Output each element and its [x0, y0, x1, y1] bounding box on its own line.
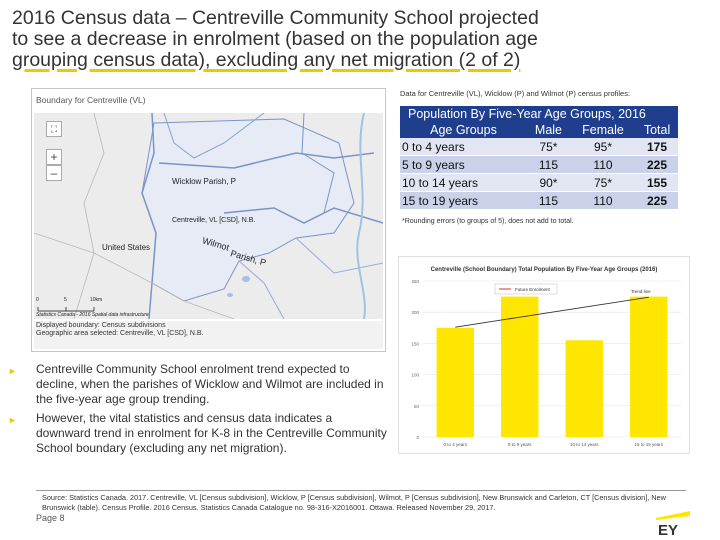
table-row: [400, 138, 678, 156]
scale-label-5: 5: [64, 297, 67, 303]
bar: [566, 340, 603, 437]
chart-title: Centreville (School Boundary) Total Population By Five-Year Age Groups (2016): [430, 267, 658, 273]
x-tick-label: 10 to 14 years: [569, 442, 599, 447]
page-number: Page 8: [36, 513, 65, 523]
map-footer-line-2: Geographic area selected: Centreville, VL [CSD], N.B.: [36, 330, 204, 337]
table-row: [400, 174, 678, 192]
map-header: Boundary for Centreville (VL): [32, 89, 385, 111]
x-tick-label: 0 to 4 years: [443, 442, 468, 447]
ey-logo: [652, 510, 692, 536]
bullet-text: Centreville Community School enrolment trend expected to decline, when the parishes of Wicklow and Wilmot are included in the five-year age group trending.: [36, 362, 384, 406]
map-label-united-states: United States: [102, 243, 151, 252]
bullet-arrow-icon: ►: [8, 415, 17, 425]
bullet-arrow-icon: ►: [8, 366, 17, 376]
title-line-1: 2016 Census data – Centreville Community School projected: [12, 7, 539, 29]
cell-age: 5 to 9 years: [400, 156, 527, 174]
trend-line-label: Trend line: [630, 289, 651, 295]
bullet-text: However, the vital statistics and census data indicates a downward trend in enrolment for K-8 in the Centreville Community School boundary (excluding any net migration).: [36, 411, 387, 455]
full-extent-button[interactable]: ⛶: [46, 121, 62, 137]
source-citation: Source: Statistics Canada. 2017. Centreville, VL [Census subdivision], Wicklow, P [Census subdivision], Wilmot, P [Census subdivision], New Brunswick and Carleton, CT [Census division], New Brunswick (table). Census Profile. 2016 Census. Statistics Canada Catalogue no. 98-316-X2016001. Ottawa. Released November 29, 2017.: [42, 493, 666, 512]
map-label-wicklow: Wicklow Parish, P: [172, 177, 237, 186]
title-line-2: to see a decrease in enrolment (based on the population age: [12, 28, 538, 50]
cell-total: 225: [636, 192, 678, 210]
population-chart: [398, 256, 690, 454]
col-header-age-groups: Age Groups: [400, 122, 527, 138]
cell-female: 110: [570, 192, 636, 210]
boundary-map[interactable]: [34, 113, 383, 319]
cell-total: 155: [636, 174, 678, 192]
map-footer-line-1: Displayed boundary: Census subdivisions: [36, 322, 166, 329]
bar: [437, 328, 474, 437]
cell-total: 225: [636, 156, 678, 174]
table-row: [400, 156, 678, 174]
y-tick-label: 50: [413, 403, 419, 409]
y-tick-label: 200: [411, 310, 419, 316]
x-tick-label: 5 to 9 years: [507, 442, 532, 447]
cell-male: 75*: [527, 138, 570, 156]
zoom-out-button[interactable]: –: [46, 165, 62, 181]
cell-age: 15 to 19 years: [400, 192, 527, 210]
cell-total: 175: [636, 138, 678, 156]
cell-age: 10 to 14 years: [400, 174, 527, 192]
boundary-map-panel: [31, 88, 386, 352]
cell-male: 115: [527, 156, 570, 174]
legend-label: Future Enrolment: [515, 287, 550, 292]
footer-divider: [36, 490, 686, 491]
y-tick-label: 0: [416, 435, 419, 440]
cell-female: 75*: [570, 174, 636, 192]
list-item: [8, 411, 390, 456]
cell-male: 115: [527, 192, 570, 210]
bar: [630, 297, 667, 437]
map-label-centreville: Centreville, VL [CSD], N.B.: [172, 217, 256, 224]
map-label-wilmot: Wilmot: [201, 235, 231, 253]
cell-female: 95*: [570, 138, 636, 156]
title-line-3: [12, 50, 712, 71]
col-header-female: Female: [570, 122, 636, 138]
bar: [501, 297, 538, 437]
population-table: [400, 106, 678, 210]
y-tick-label: 250: [411, 279, 419, 284]
scale-label-0: 0: [36, 297, 39, 303]
scale-label-10km: 10km: [90, 297, 103, 303]
title-line-3-text: grouping census data), excluding any net migration (2 of 2): [12, 49, 521, 71]
cell-age: 0 to 4 years: [400, 138, 527, 156]
cell-female: 110: [570, 156, 636, 174]
chart-svg: [399, 257, 689, 453]
map-footer: [34, 321, 383, 349]
table-note: *Rounding errors (to groups of 5), does not add to total.: [402, 218, 574, 225]
y-tick-label: 100: [411, 372, 419, 378]
y-tick-label: 150: [411, 341, 419, 347]
map-attribution: Statistics Canada - 2016 Spatial data infrastructure: [36, 312, 149, 318]
table-caption: Data for Centreville (VL), Wicklow (P) and Wilmot (P) census profiles:: [400, 89, 631, 98]
map-graphic: [34, 113, 383, 319]
ey-logo-text: EY: [658, 522, 679, 536]
cell-male: 90*: [527, 174, 570, 192]
x-tick-label: 15 to 19 years: [634, 442, 664, 447]
col-header-total: Total: [636, 122, 678, 138]
page-title: [12, 8, 712, 71]
table-row: [400, 192, 678, 210]
list-item: [8, 362, 390, 407]
bullet-list: [8, 362, 390, 460]
table-title: Population By Five-Year Age Groups, 2016: [400, 106, 678, 122]
zoom-in-button[interactable]: +: [46, 149, 62, 165]
col-header-male: Male: [527, 122, 570, 138]
map-label-parish: Parish, P: [229, 248, 268, 268]
